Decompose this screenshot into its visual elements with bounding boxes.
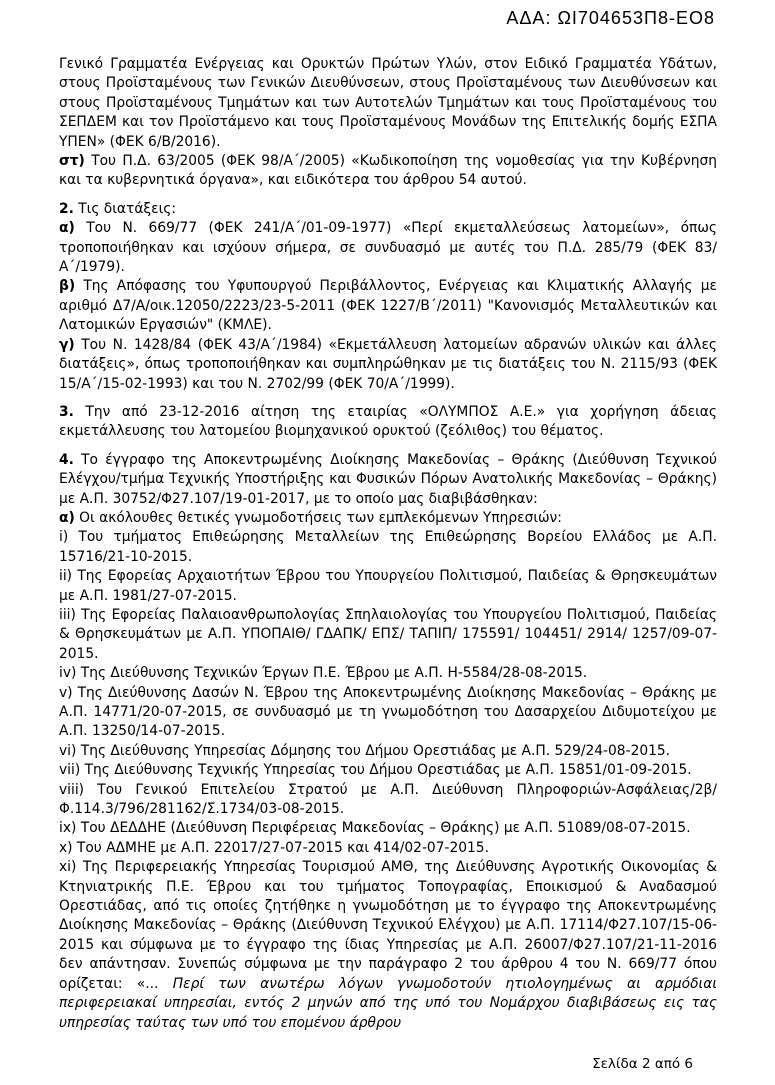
item-4a-x: [59, 839, 717, 858]
item-4a-iv: [59, 664, 717, 683]
paragraph-text: Την από 23-12-2016 αίτηση της εταιρίας «ΟΛΥΜΠΟΣ Α.Ε.» για χορήγηση άδειας εκμετάλλευσης του λατομείου βιομηχανικού ορυκτού (ζεόλιθος) του θέματος.: [59, 403, 717, 440]
item-4a-vii: [59, 761, 717, 780]
paragraph-text: iii) Της Εφορείας Παλαιοανθρωπολογίας Σπηλαιολογίας του Υπουργείου Πολιτισμού, Παιδείας & Θρησκευμάτων με Α.Π. ΥΠΟΠΑΙΘ/ ΓΔΑΠΚ/ ΕΠΣ/ ΤΑΠΙΠ/ 175591/ 104451/ 2914/ 1257/09-07-2015.: [59, 606, 717, 662]
item-4a-ix: [59, 819, 717, 838]
paragraph-text: Τις διατάξεις:: [73, 200, 176, 217]
paragraph-text: Του Π.Δ. 63/2005 (ΦΕΚ 98/Α΄/2005) «Κωδικοποίηση της νομοθεσίας για την Κυβέρνηση και τα κυβερνητικά όργανα», και ειδικότερα του άρθρου 54 αυτού.: [59, 153, 717, 189]
paragraph-text: v) Της Διεύθυνσης Δασών Ν. Έβρου της Αποκεντρωμένης Διοίκησης Μακεδονίας – Θράκης με Α.Π. 14771/20-07-2015, σε συνδυασμό με τη γνωμοδότηση του Δασαρχείου Διδυμοτείχου με Α.Π. 13250/14-07-2015.: [59, 684, 717, 740]
paragraph-text: iv) Της Διεύθυνσης Τεχνικών Έργων Π.Ε. Έβρου με Α.Π. Η-5584/28-08-2015.: [59, 665, 588, 682]
paragraph-text: Της Απόφασης του Υφυπουργού Περιβάλλοντος, Ενέργειας και Κλιματικής Αλλαγής με αριθμό Δ7/Α/οικ.12050/2223/23-5-2011 (ΦΕΚ 1227/Β΄/2011) "Κανονισμός Μεταλλευτικών και Λατομικών Εργασιών" (ΚΜΛΕ).: [59, 278, 717, 334]
item-4a: [59, 509, 717, 528]
item-4a-xi: [59, 858, 717, 1033]
paragraph-label: α): [59, 220, 75, 237]
section-3: [59, 403, 717, 442]
section-4: [59, 451, 717, 509]
item-4a-viii: [59, 781, 717, 820]
item-4a-ii: [59, 567, 717, 606]
item-4a-i: [59, 528, 717, 567]
paragraph-label: στ): [59, 153, 85, 170]
paragraph-label: γ): [59, 336, 75, 353]
item-4a-vi: [59, 742, 717, 761]
paragraph-text: xi) Της Περιφερειακής Υπηρεσίας Τουρισμού ΑΜΘ, της Διεύθυνσης Αγροτικής Οικονομίας & Κτηνιατρικής Π.Ε. Έβρου και του τμήματος Τοπογραφίας, Εποικισμού & Αναδασμού Ορεστιάδας, από τις οποίες ζητήθηκε η γνωμοδότηση με το έγγραφο της Αποκεντρωμένης Διοίκησης Μακεδονίας – Θράκης (Διεύθυνση Τεχνικού Ελέγχου) με Α.Π. 17114/Φ27.107/15-06-2015 και σύμφωνα με το έγγραφο της ίδιας Υπηρεσίας με Α.Π. 26007/Φ27.107/21-11-2016 δεν απάντησαν. Συνεπώς σύμφωνα με την παράγραφο 2 του άρθρου 4 του Ν. 669/77 όπου ορίζεται: «...: [59, 859, 717, 992]
paragraph-label: β): [59, 278, 76, 295]
item-4a-iii: [59, 606, 717, 664]
paragraph-text: ii) Της Εφορείας Αρχαιοτήτων Έβρου του Υπουργείου Πολιτισμού, Παιδείας & Θρησκευμάτων με Α.Π. 1981/27-07-2015.: [59, 568, 717, 604]
paragraph-spacer: [59, 191, 717, 200]
paragraph-spacer: [59, 442, 717, 451]
paragraph-text: Οι ακόλουθες θετικές γνωμοδοτήσεις των εμπλεκόμενων Υπηρεσιών:: [74, 509, 562, 526]
paragraph-text: vi) Της Διεύθυνσης Υπηρεσίας Δόμησης του Δήμου Ορεστιάδας με Α.Π. 529/24-08-2015.: [59, 742, 671, 759]
paragraph-label: 3.: [59, 403, 74, 420]
paragraph-spacer: [59, 394, 717, 403]
item-1st: [59, 152, 717, 191]
document-body: [59, 55, 717, 1033]
paragraph-text: Του Ν. 669/77 (ΦΕΚ 241/Α΄/01-09-1977) «Περί εκμεταλλεύσεως λατομείων», όπως τροποποιήθηκαν και ισχύουν σήμερα, σε συνδυασμό με αυτές του Π.Δ. 285/79 (ΦΕΚ 83/Α΄/1979).: [59, 220, 717, 276]
paragraph-text: x) Του ΑΔΜΗΕ με Α.Π. 22017/27-07-2015 και 414/02-07-2015.: [59, 839, 489, 856]
paragraph-label: 4.: [59, 451, 74, 468]
paragraph-label: 2.: [59, 200, 74, 217]
paragraph-text: Γενικό Γραμματέα Ενέργειας και Ορυκτών Πρώτων Υλών, στον Ειδικό Γραμματέα Υδάτων, στους Προϊσταμένους των Γενικών Διευθύνσεων, στους Προϊσταμένους των Διευθύνσεων και στους Προϊσταμένους Τμημάτων και των Αυτοτελών Τμημάτων και τους Προϊσταμένους του ΣΕΠΔΕΜ και τον Προϊστάμενο και τους Προϊσταμένους Μονάδων της Επιτελικής δομής ΕΣΠΑ ΥΠΕΝ» (ΦΕΚ 6/Β/2016).: [59, 56, 717, 150]
paragraph-text: vii) Της Διεύθυνσης Τεχνικής Υπηρεσίας του Δήμου Ορεστιάδας με Α.Π. 15851/01-09-2015.: [59, 762, 692, 779]
paragraph-label: α): [59, 509, 75, 526]
page-number-footer: Σελίδα 2 από 6: [592, 1056, 693, 1072]
item-2b: [59, 277, 717, 335]
ada-registration-number: ΑΔΑ: ΩΙ704653Π8-ΕΟ8: [506, 8, 715, 28]
paragraph-text: Περί των ανωτέρω λόγων γνωμοδοτούν ητιολογημένως αι αρμόδιαι περιφερειακαί υπηρεσίαι, εντός 2 μηνών από της υπό του Νομάρχου διαβιβάσεως εις τας υπηρεσίας ταύτας των υπό του επομένου άρθρου: [59, 975, 717, 1031]
item-4a-v: [59, 684, 717, 742]
paragraph-text: viii) Του Γενικού Επιτελείου Στρατού με Α.Π. Διεύθυνση Πληροφοριών-Ασφάλειας/2β/Φ.114.3/796/281162/Σ.1734/03-08-2015.: [59, 781, 717, 818]
paragraph-text: ix) Του ΔΕΔΔΗΕ (Διεύθυνση Περιφέρειας Μακεδονίας – Θράκης) με Α.Π. 51089/08-07-2015.: [59, 820, 691, 837]
para-continuation-1e: [59, 55, 717, 152]
paragraph-text: Το έγγραφο της Αποκεντρωμένης Διοίκησης Μακεδονίας – Θράκης (Διεύθυνση Τεχνικού Ελέγχου/τμήμα Τεχνικής Υποστήριξης και Φυσικών Πόρων Ανατολικής Μακεδονίας – Θράκης) με Α.Π. 30752/Φ27.107/19-01-2017, με το οποίο μας διαβιβάσθηκαν:: [59, 451, 717, 507]
paragraph-text: Του Ν. 1428/84 (ΦΕΚ 43/Α΄/1984) «Εκμετάλλευση λατομείων αδρανών υλικών και άλλες διατάξεις», όπως τροποποιήθηκαν και συμπληρώθηκαν με τις διατάξεις του Ν. 2115/93 (ΦΕΚ 15/Α΄/15-02-1993) και του Ν. 2702/99 (ΦΕΚ 70/Α΄/1999).: [59, 336, 717, 392]
item-2a: [59, 219, 717, 277]
item-2c: [59, 336, 717, 394]
paragraph-text: i) Του τμήματος Επιθεώρησης Μεταλλείων της Επιθεώρησης Βορείου Ελλάδος με Α.Π. 15716/21-10-2015.: [59, 529, 717, 565]
section-2: [59, 200, 717, 219]
